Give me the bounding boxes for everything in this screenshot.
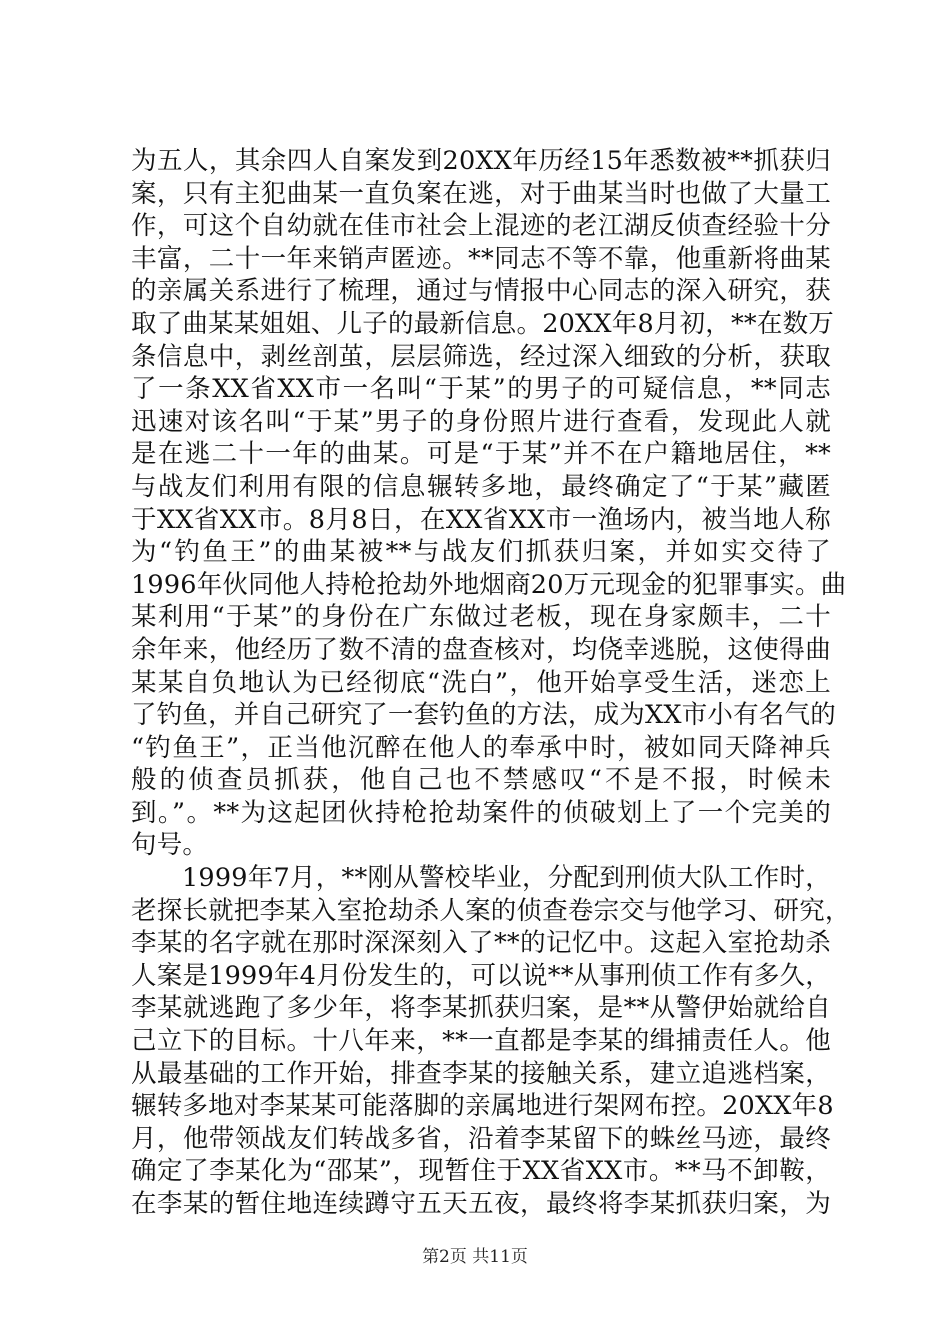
text-line: 李某的名字就在那时深深刻入了**的记忆中。这起入室抢劫杀 bbox=[131, 928, 831, 959]
text-line: 1996年伙同他人持枪抢劫外地烟商20万元现金的犯罪事实。曲 bbox=[131, 569, 847, 600]
text-line: 月，他带领战友们转战多省，沿着李某留下的蛛丝马迹，最终 bbox=[131, 1123, 831, 1154]
text-line: 迅速对该名叫“于某”男子的身份照片进行查看，发现此人就 bbox=[131, 406, 831, 437]
text-line: 余年来，他经历了数不清的盘查核对，均侥幸逃脱，这使得曲 bbox=[131, 634, 831, 665]
text-line: 老探长就把李某入室抢劫杀人案的侦查卷宗交与他学习、研究， bbox=[131, 895, 851, 926]
text-line: 己立下的目标。十八年来，**一直都是李某的缉捕责任人。他 bbox=[131, 1026, 831, 1057]
text-line: 丰富，二十一年来销声匿迹。**同志不等不靠，他重新将曲某 bbox=[131, 243, 831, 274]
text-line: 到。”。**为这起团伙持枪抢劫案件的侦破划上了一个完美的 bbox=[131, 797, 831, 828]
text-line: 了一条XX省XX市一名叫“于某”的男子的可疑信息，**同志 bbox=[131, 374, 831, 405]
page-number-label: 第2页 共11页 bbox=[422, 1247, 528, 1267]
text-line: “钓鱼王”，正当他沉醉在他人的奉承中时，被如同天降神兵 bbox=[131, 732, 831, 763]
text-line: 在李某的暂住地连续蹲守五天五夜，最终将李某抓获归案，为 bbox=[131, 1189, 831, 1219]
text-line: 条信息中，剥丝剖茧，层层筛选，经过深入细致的分析，获取 bbox=[131, 341, 831, 372]
text-line: 般的侦查员抓获，他自己也不禁感叹“不是不报，时候未 bbox=[131, 765, 831, 796]
text-line: 的亲属关系进行了梳理，通过与情报中心同志的深入研究，获 bbox=[131, 276, 831, 307]
page-body bbox=[131, 145, 851, 1221]
page-footer bbox=[0, 1242, 950, 1267]
text-line: 为五人，其余四人自案发到20XX年历经15年悉数被**抓获归 bbox=[131, 146, 831, 176]
text-line: 李某就逃跑了多少年，将李某抓获归案，是**从警伊始就给自 bbox=[131, 993, 831, 1024]
text-line: 是在逃二十一年的曲某。可是“于某”并不在户籍地居住，** bbox=[131, 439, 831, 470]
text-line: 从最基础的工作开始，排查李某的接触关系，建立追逃档案， bbox=[131, 1058, 831, 1089]
text-line: 句号。 bbox=[131, 830, 209, 861]
paragraph-1 bbox=[131, 145, 847, 862]
text-line: 确定了李某化为“邵某”，现暂住于XX省XX市。**马不卸鞍， bbox=[131, 1156, 831, 1187]
text-line: 取了曲某某姐姐、儿子的最新信息。20XX年8月初，**在数万 bbox=[131, 308, 834, 339]
text-line: 为“钓鱼王”的曲某被**与战友们抓获归案，并如实交待了 bbox=[131, 537, 831, 568]
text-line: 作，可这个自幼就在佳市社会上混迹的老江湖反侦查经验十分 bbox=[131, 211, 831, 242]
text-line: 某利用“于某”的身份在广东做过老板，现在身家颇丰，二十 bbox=[131, 602, 831, 633]
text-line: 1999年7月，**刚从警校毕业，分配到刑侦大队工作时， bbox=[182, 863, 831, 894]
text-line: 案，只有主犯曲某一直负案在逃，对于曲某当时也做了大量工 bbox=[131, 178, 831, 209]
text-line: 与战友们利用有限的信息辗转多地，最终确定了“于某”藏匿 bbox=[131, 471, 831, 502]
text-line: 人案是1999年4月份发生的，可以说**从事刑侦工作有多久， bbox=[131, 960, 831, 991]
paragraph-2 bbox=[131, 862, 851, 1221]
text-line: 于XX省XX市。8月8日，在XX省XX市一渔场内，被当地人称 bbox=[131, 504, 831, 535]
text-line: 了钓鱼，并自己研究了一套钓鱼的方法，成为XX市小有名气的 bbox=[131, 700, 836, 731]
text-line: 某某自负地认为已经彻底“洗白”，他开始享受生活，迷恋上 bbox=[131, 667, 831, 698]
text-line: 辗转多地对李某某可能落脚的亲属地进行架网布控。20XX年8 bbox=[131, 1091, 834, 1122]
